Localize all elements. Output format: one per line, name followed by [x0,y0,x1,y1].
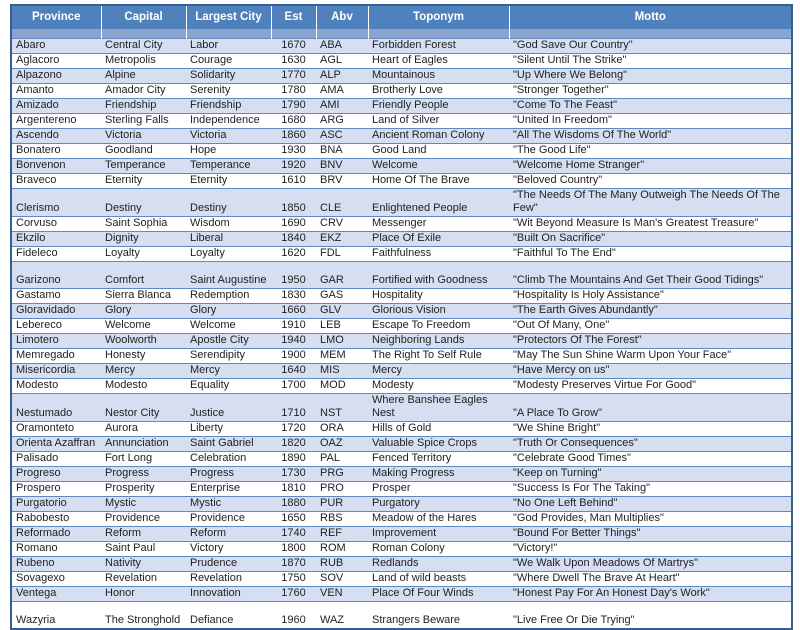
cell-capital: Glory [101,304,186,319]
cell-toponym: Improvement [368,527,509,542]
cell-est: 1710 [271,394,316,422]
cell-largest_city: Victoria [186,129,271,144]
cell-motto: "Honest Pay For An Honest Day's Work" [509,587,792,602]
cell-motto: "Truth Or Consequences" [509,437,792,452]
cell-largest_city: Celebration [186,452,271,467]
cell-province: Alpazono [11,69,101,84]
cell-toponym: Neighboring Lands [368,334,509,349]
cell-motto: "Victory!" [509,542,792,557]
cell-motto: "Stronger Together" [509,84,792,99]
cell-abv: WAZ [316,602,368,629]
cell-capital: Mercy [101,364,186,379]
cell-capital: Eternity [101,174,186,189]
cell-province: Reformado [11,527,101,542]
table-row [11,217,792,232]
cell-abv: ARG [316,114,368,129]
cell-toponym: Glorious Vision [368,304,509,319]
cell-abv: REF [316,527,368,542]
cell-est: 1900 [271,349,316,364]
table-row [11,84,792,99]
cell-province: Nestumado [11,394,101,422]
cell-abv: GAS [316,289,368,304]
cell-toponym: Mercy [368,364,509,379]
cell-largest_city: Innovation [186,587,271,602]
cell-abv: GAR [316,262,368,289]
cell-capital: Comfort [101,262,186,289]
cell-largest_city: Independence [186,114,271,129]
cell-province: Ventega [11,587,101,602]
cell-capital: Honesty [101,349,186,364]
cell-abv: CLE [316,189,368,217]
cell-largest_city: Prudence [186,557,271,572]
cell-abv: ORA [316,422,368,437]
cell-province: Fideleco [11,247,101,262]
provinces-table [10,4,793,630]
cell-est: 1620 [271,247,316,262]
cell-motto: "Celebrate Good Times" [509,452,792,467]
table-body [11,39,792,629]
table-row [11,379,792,394]
cell-largest_city: Justice [186,394,271,422]
cell-capital: Central City [101,39,186,54]
table-row [11,144,792,159]
table-row [11,39,792,54]
table-row [11,452,792,467]
cell-est: 1790 [271,99,316,114]
table-row [11,129,792,144]
cell-abv: BNV [316,159,368,174]
cell-est: 1770 [271,69,316,84]
cell-largest_city: Loyalty [186,247,271,262]
cell-abv: ABA [316,39,368,54]
cell-toponym: Enlightened People [368,189,509,217]
table-row [11,174,792,189]
table-row [11,99,792,114]
cell-est: 1820 [271,437,316,452]
cell-abv: BNA [316,144,368,159]
cell-largest_city: Redemption [186,289,271,304]
cell-abv: PUR [316,497,368,512]
cell-largest_city: Mercy [186,364,271,379]
table-row [11,262,792,289]
table-row [11,512,792,527]
cell-province: Limotero [11,334,101,349]
table-row [11,189,792,217]
cell-abv: CRV [316,217,368,232]
cell-largest_city: Apostle City [186,334,271,349]
column-header-capital: Capital [101,5,186,39]
table-row [11,572,792,587]
cell-est: 1920 [271,159,316,174]
cell-province: Abaro [11,39,101,54]
table-row [11,482,792,497]
cell-province: Progreso [11,467,101,482]
cell-est: 1870 [271,557,316,572]
cell-est: 1830 [271,289,316,304]
cell-toponym: Place Of Exile [368,232,509,247]
cell-toponym: Prosper [368,482,509,497]
cell-toponym: Fenced Territory [368,452,509,467]
cell-est: 1700 [271,379,316,394]
cell-province: Sovagexo [11,572,101,587]
cell-toponym: Messenger [368,217,509,232]
cell-province: Misericordia [11,364,101,379]
cell-province: Prospero [11,482,101,497]
cell-toponym: Valuable Spice Crops [368,437,509,452]
table-row [11,587,792,602]
cell-capital: Loyalty [101,247,186,262]
cell-largest_city: Labor [186,39,271,54]
cell-province: Palisado [11,452,101,467]
cell-largest_city: Glory [186,304,271,319]
table-row [11,364,792,379]
cell-motto: "Out Of Many, One" [509,319,792,334]
cell-toponym: Place Of Four Winds [368,587,509,602]
cell-province: Lebereco [11,319,101,334]
column-header-est: Est [271,5,316,39]
cell-est: 1930 [271,144,316,159]
cell-toponym: Escape To Freedom [368,319,509,334]
table-row [11,304,792,319]
table-row [11,542,792,557]
cell-est: 1660 [271,304,316,319]
cell-motto: "We Walk Upon Meadows Of Martrys" [509,557,792,572]
cell-motto: "Faithful To The End" [509,247,792,262]
table-row [11,54,792,69]
cell-motto: "Beloved Country" [509,174,792,189]
cell-est: 1640 [271,364,316,379]
cell-abv: MOD [316,379,368,394]
cell-province: Orienta Azaffran [11,437,101,452]
column-header-largest_city: Largest City [186,5,271,39]
cell-toponym: Redlands [368,557,509,572]
cell-capital: Prosperity [101,482,186,497]
cell-capital: Metropolis [101,54,186,69]
cell-province: Rubeno [11,557,101,572]
cell-abv: PRO [316,482,368,497]
cell-est: 1850 [271,189,316,217]
cell-abv: NST [316,394,368,422]
cell-motto: "The Good Life" [509,144,792,159]
cell-largest_city: Reform [186,527,271,542]
cell-motto: "Have Mercy on us" [509,364,792,379]
cell-largest_city: Revelation [186,572,271,587]
cell-abv: MEM [316,349,368,364]
cell-abv: AMA [316,84,368,99]
cell-toponym: Making Progress [368,467,509,482]
cell-abv: EKZ [316,232,368,247]
cell-toponym: Forbidden Forest [368,39,509,54]
cell-capital: Friendship [101,99,186,114]
cell-capital: Nativity [101,557,186,572]
cell-largest_city: Liberty [186,422,271,437]
cell-largest_city: Progress [186,467,271,482]
cell-abv: RBS [316,512,368,527]
cell-province: Rabobesto [11,512,101,527]
cell-motto: "Bound For Better Things" [509,527,792,542]
cell-est: 1610 [271,174,316,189]
cell-est: 1890 [271,452,316,467]
cell-motto: "Hospitality Is Holy Assistance" [509,289,792,304]
table-row [11,159,792,174]
cell-abv: LMO [316,334,368,349]
cell-motto: "May The Sun Shine Warm Upon Your Face" [509,349,792,364]
cell-capital: Mystic [101,497,186,512]
cell-motto: "Built On Sacrifice" [509,232,792,247]
cell-largest_city: Eternity [186,174,271,189]
cell-motto: "Where Dwell The Brave At Heart" [509,572,792,587]
cell-est: 1880 [271,497,316,512]
cell-toponym: Ancient Roman Colony [368,129,509,144]
cell-motto: "United In Freedom" [509,114,792,129]
cell-largest_city: Enterprise [186,482,271,497]
cell-abv: PRG [316,467,368,482]
cell-capital: Victoria [101,129,186,144]
cell-province: Wazyria [11,602,101,629]
table-row [11,319,792,334]
table-row [11,289,792,304]
cell-est: 1730 [271,467,316,482]
cell-province: Memregado [11,349,101,364]
cell-province: Modesto [11,379,101,394]
cell-abv: VEN [316,587,368,602]
cell-province: Aglacoro [11,54,101,69]
cell-motto: "Modesty Preserves Virtue For Good" [509,379,792,394]
cell-capital: Saint Paul [101,542,186,557]
cell-toponym: Modesty [368,379,509,394]
table-row [11,602,792,629]
cell-abv: MIS [316,364,368,379]
cell-province: Gastamo [11,289,101,304]
cell-largest_city: Mystic [186,497,271,512]
cell-capital: Honor [101,587,186,602]
cell-largest_city: Defiance [186,602,271,629]
cell-largest_city: Welcome [186,319,271,334]
cell-motto: "Up Where We Belong" [509,69,792,84]
cell-province: Bonvenon [11,159,101,174]
cell-est: 1950 [271,262,316,289]
cell-largest_city: Wisdom [186,217,271,232]
cell-capital: Alpine [101,69,186,84]
cell-toponym: Heart of Eagles [368,54,509,69]
cell-toponym: Where Banshee Eagles Nest [368,394,509,422]
cell-toponym: Land of wild beasts [368,572,509,587]
cell-capital: Nestor City [101,394,186,422]
table-row [11,232,792,247]
cell-est: 1650 [271,512,316,527]
cell-province: Gloravidado [11,304,101,319]
cell-capital: Goodland [101,144,186,159]
cell-province: Garizono [11,262,101,289]
cell-motto: "Welcome Home Stranger" [509,159,792,174]
cell-largest_city: Solidarity [186,69,271,84]
cell-motto: "Keep on Turning" [509,467,792,482]
table-row [11,437,792,452]
cell-est: 1840 [271,232,316,247]
cell-abv: BRV [316,174,368,189]
cell-abv: GLV [316,304,368,319]
cell-toponym: Roman Colony [368,542,509,557]
cell-motto: "Come To The Feast" [509,99,792,114]
cell-toponym: Hills of Gold [368,422,509,437]
cell-province: Purgatorio [11,497,101,512]
cell-largest_city: Serenity [186,84,271,99]
cell-motto: "The Earth Gives Abundantly" [509,304,792,319]
cell-province: Clerismo [11,189,101,217]
cell-motto: "All The Wisdoms Of The World" [509,129,792,144]
cell-largest_city: Courage [186,54,271,69]
cell-toponym: Good Land [368,144,509,159]
cell-capital: Dignity [101,232,186,247]
cell-est: 1690 [271,217,316,232]
cell-province: Amizado [11,99,101,114]
cell-toponym: Meadow of the Hares [368,512,509,527]
cell-motto: "Silent Until The Strike" [509,54,792,69]
cell-motto: "Protectors Of The Forest" [509,334,792,349]
cell-capital: Temperance [101,159,186,174]
cell-toponym: Strangers Beware [368,602,509,629]
cell-est: 1860 [271,129,316,144]
cell-capital: Fort Long [101,452,186,467]
table-row [11,247,792,262]
cell-est: 1750 [271,572,316,587]
table-row [11,527,792,542]
cell-est: 1810 [271,482,316,497]
cell-est: 1670 [271,39,316,54]
table-row [11,422,792,437]
cell-province: Ascendo [11,129,101,144]
cell-motto: "God Save Our Country" [509,39,792,54]
cell-capital: Revelation [101,572,186,587]
cell-province: Amanto [11,84,101,99]
cell-capital: Destiny [101,189,186,217]
cell-largest_city: Serendipity [186,349,271,364]
cell-province: Braveco [11,174,101,189]
table-header [11,5,792,39]
cell-largest_city: Providence [186,512,271,527]
cell-toponym: Welcome [368,159,509,174]
cell-capital: Progress [101,467,186,482]
cell-largest_city: Victory [186,542,271,557]
cell-est: 1800 [271,542,316,557]
cell-abv: ASC [316,129,368,144]
column-header-toponym: Toponym [368,5,509,39]
cell-toponym: Friendly People [368,99,509,114]
cell-abv: ROM [316,542,368,557]
cell-est: 1680 [271,114,316,129]
cell-est: 1630 [271,54,316,69]
cell-toponym: Hospitality [368,289,509,304]
cell-toponym: Brotherly Love [368,84,509,99]
cell-largest_city: Equality [186,379,271,394]
cell-est: 1720 [271,422,316,437]
cell-province: Argentereno [11,114,101,129]
cell-motto: "Wit Beyond Measure Is Man's Greatest Treasure" [509,217,792,232]
cell-toponym: Land of Silver [368,114,509,129]
cell-est: 1780 [271,84,316,99]
cell-motto: "The Needs Of The Many Outweigh The Needs Of The Few" [509,189,792,217]
cell-est: 1960 [271,602,316,629]
cell-province: Oramonteto [11,422,101,437]
cell-largest_city: Temperance [186,159,271,174]
cell-abv: AMI [316,99,368,114]
cell-capital: Woolworth [101,334,186,349]
cell-capital: Sierra Blanca [101,289,186,304]
column-header-province: Province [11,5,101,39]
column-header-motto: Motto [509,5,792,39]
table-row [11,394,792,422]
header-row [11,5,792,39]
cell-abv: SOV [316,572,368,587]
cell-abv: AGL [316,54,368,69]
cell-capital: Reform [101,527,186,542]
cell-province: Bonatero [11,144,101,159]
cell-capital: Saint Sophia [101,217,186,232]
cell-capital: Annunciation [101,437,186,452]
table-row [11,114,792,129]
cell-toponym: Mountainous [368,69,509,84]
cell-abv: FDL [316,247,368,262]
cell-largest_city: Liberal [186,232,271,247]
cell-motto: "Success Is For The Taking" [509,482,792,497]
cell-abv: RUB [316,557,368,572]
cell-abv: OAZ [316,437,368,452]
cell-toponym: Fortified with Goodness [368,262,509,289]
cell-motto: "We Shine Bright" [509,422,792,437]
cell-motto: "God Provides, Man Multiplies" [509,512,792,527]
cell-largest_city: Hope [186,144,271,159]
cell-toponym: The Right To Self Rule [368,349,509,364]
cell-capital: Amador City [101,84,186,99]
table-row [11,497,792,512]
cell-abv: LEB [316,319,368,334]
table-row [11,349,792,364]
table-row [11,334,792,349]
cell-capital: Providence [101,512,186,527]
cell-motto: "Live Free Or Die Trying" [509,602,792,629]
cell-abv: ALP [316,69,368,84]
cell-est: 1740 [271,527,316,542]
cell-largest_city: Saint Augustine [186,262,271,289]
cell-capital: Sterling Falls [101,114,186,129]
cell-est: 1910 [271,319,316,334]
cell-est: 1940 [271,334,316,349]
cell-toponym: Home Of The Brave [368,174,509,189]
cell-toponym: Purgatory [368,497,509,512]
cell-abv: PAL [316,452,368,467]
cell-capital: Aurora [101,422,186,437]
cell-est: 1760 [271,587,316,602]
column-header-abv: Abv [316,5,368,39]
cell-province: Corvuso [11,217,101,232]
cell-largest_city: Saint Gabriel [186,437,271,452]
cell-motto: "Climb The Mountains And Get Their Good Tidings" [509,262,792,289]
table-row [11,467,792,482]
cell-motto: "No One Left Behind" [509,497,792,512]
cell-capital: Welcome [101,319,186,334]
table-row [11,557,792,572]
cell-province: Ekzilo [11,232,101,247]
cell-capital: The Stronghold [101,602,186,629]
cell-toponym: Faithfulness [368,247,509,262]
cell-largest_city: Destiny [186,189,271,217]
cell-motto: "A Place To Grow" [509,394,792,422]
cell-largest_city: Friendship [186,99,271,114]
table-row [11,69,792,84]
cell-capital: Modesto [101,379,186,394]
cell-province: Romano [11,542,101,557]
